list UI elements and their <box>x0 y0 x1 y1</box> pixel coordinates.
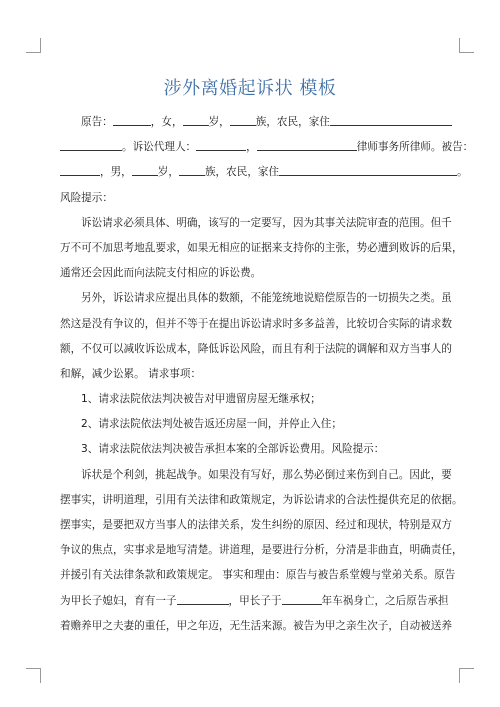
body-text: 。诉讼代理人： <box>122 141 197 154</box>
body-line <box>60 186 445 211</box>
body-text: 然这是没有争议的，但并不等于在提出诉讼请求时多多益善，比较切合实际的请求数 <box>60 317 452 330</box>
body-text: ，女， <box>150 116 183 128</box>
fill-in-blank <box>282 591 322 605</box>
fill-in-blank <box>230 112 256 126</box>
body-text: 族，农民，家住 <box>255 116 330 128</box>
body-line <box>60 312 452 337</box>
body-text: 并援引有关法律条款和政策规定。 事实和理由：原告与被告系堂嫂与堂弟关系。原告 <box>60 569 456 582</box>
fill-in-blank <box>60 137 122 151</box>
body-text: 。 <box>457 166 468 179</box>
body-line <box>60 463 452 488</box>
body-line <box>60 110 445 135</box>
page-corner-mark-top-right <box>459 38 474 53</box>
page-corner-mark-top-left <box>26 38 41 53</box>
body-line <box>60 437 445 462</box>
body-text: 通常还会因此而向法院支付相应的诉讼费。 <box>60 267 262 280</box>
body-text: 另外，诉讼请求应提出具体的数额，不能笼统地说赔偿原告的一切损失之类。虽 <box>81 292 452 305</box>
body-line <box>60 614 452 639</box>
body-text: 和解，减少讼累。 请求事项： <box>60 367 202 380</box>
body-text: 摆事实，是要把双方当事人的法律关系，发生纠纷的原因、经过和现状，特别是双方 <box>60 519 452 531</box>
body-line <box>60 211 452 236</box>
body-text: 族，农民，家住 <box>204 166 280 179</box>
body-text: 摆事实，讲明道理，引用有关法律和政策规定，为诉讼请求的合法性提供充足的依据。 <box>60 493 463 506</box>
body-line <box>60 488 463 513</box>
fill-in-blank <box>132 162 158 176</box>
body-line <box>60 236 463 261</box>
fill-in-blank <box>179 162 205 176</box>
body-text: 诉讼请求必须具体、明确，该写的一定要写，因为其事关法院审查的范围。但千 <box>81 216 452 229</box>
body-text: 3、请求法院依法判决被告承担本案的全部诉讼费用。风险提示： <box>81 443 385 456</box>
body-text: 额，不仅可以减收诉讼成本，降低诉讼风险，而且有利于法院的调解和双方当事人的 <box>60 342 452 355</box>
body-line <box>60 563 456 588</box>
body-text: 诉状是个利剑，挑起战争。如果没有写好，那么势必倒过来伤到自己。因此，要 <box>81 468 452 481</box>
fill-in-blank <box>183 112 209 126</box>
body-text: 为甲长子媳妇，育有一子 <box>60 594 177 607</box>
body-text: ， <box>246 141 257 154</box>
fill-in-blank <box>279 162 457 176</box>
body-line <box>60 337 452 362</box>
body-text: 争议的焦点，实事求是地写清楚。讲道理，是要进行分析，分清是非曲直，明确责任， <box>60 544 463 557</box>
body-line <box>60 513 452 538</box>
page-corner-mark-bottom-right <box>459 668 474 683</box>
body-text: ，男， <box>100 166 132 179</box>
body-line <box>60 362 445 387</box>
body-text: 1、请求法院依法判决被告对甲遗留房屋无继承权； <box>81 393 321 406</box>
body-text: 岁， <box>157 166 179 179</box>
body-line <box>60 160 468 185</box>
body-text: 万不可不加思考地乱要求，如果无相应的证据来支持你的主张，势必遭到败诉的后果， <box>60 241 463 254</box>
body-text: 着赡养甲之夫妻的重任，甲之年迈，无生活来源。被告为甲之亲生次子，自动被送养 <box>60 619 452 632</box>
body-line <box>60 286 452 311</box>
document-title: 涉外离婚起诉状 模板 <box>163 78 337 100</box>
body-text: 原告： <box>81 116 113 128</box>
body-text: 律师事务所律师。被告： <box>356 141 474 154</box>
body-line <box>60 538 463 563</box>
body-line <box>60 589 449 614</box>
fill-in-blank <box>196 137 246 151</box>
fill-in-blank <box>177 591 229 605</box>
fill-in-blank <box>257 137 357 151</box>
document-body <box>60 110 474 639</box>
body-text: 2、请求法院依法判处被告返还房屋一间，并停止入住； <box>81 418 342 431</box>
fill-in-blank <box>330 112 452 126</box>
body-line <box>60 387 445 412</box>
body-text: 岁， <box>208 116 230 128</box>
body-line <box>60 261 445 286</box>
body-line <box>60 412 445 437</box>
page-corner-mark-bottom-left <box>26 668 41 683</box>
body-text: 风险提示： <box>60 191 113 204</box>
body-line <box>60 135 474 160</box>
body-text: 年车祸身亡，之后原告承担 <box>321 594 449 607</box>
fill-in-blank <box>60 162 100 176</box>
body-text: ，甲长子于 <box>228 594 282 607</box>
fill-in-blank <box>113 112 151 126</box>
